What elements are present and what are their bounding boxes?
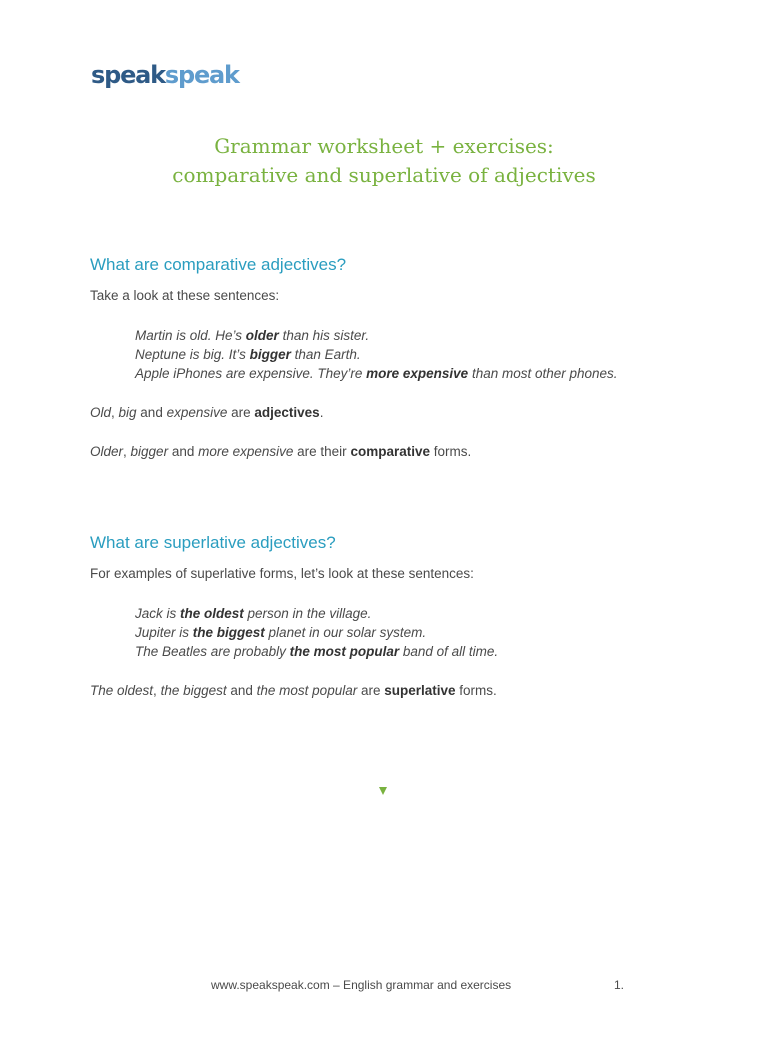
example-row [135, 345, 361, 365]
plain-text: and [136, 405, 167, 420]
bold-term: comparative [350, 444, 430, 459]
title-line1: Grammar worksheet + exercises: [214, 134, 554, 158]
plain-text: and [168, 444, 199, 459]
section2-heading: What are superlative adjectives? [90, 533, 336, 552]
italic-term: Old [90, 405, 112, 420]
down-triangle-icon [379, 787, 387, 795]
example-row [135, 623, 426, 643]
italic-term: the biggest [160, 683, 227, 698]
plain-text: and [226, 683, 257, 698]
page-number: 1. [614, 978, 625, 992]
italic-term: expensive [166, 405, 228, 420]
logo-part1: speak [91, 61, 165, 89]
comparative-line [90, 443, 471, 461]
example-bold: the most popular [289, 644, 400, 659]
example-text: than his sister. [278, 328, 370, 343]
section2-intro: For examples of superlative forms, let’s look at these sentences: [90, 566, 474, 581]
example-text: than most other phones. [468, 366, 618, 381]
plain-text: are their [293, 444, 351, 459]
example-text: band of all time. [399, 644, 499, 659]
page-title [0, 132, 768, 190]
example-text: Neptune is big. It’s [135, 347, 250, 362]
plain-text: are [227, 405, 255, 420]
example-row [135, 642, 498, 662]
example-row [135, 604, 371, 624]
example-text: Martin is old. He’s [135, 328, 246, 343]
title-line2: comparative and superlative of adjectives [172, 163, 596, 187]
example-bold: the biggest [192, 625, 265, 640]
example-text: planet in our solar system. [264, 625, 427, 640]
plain-text: , [153, 683, 161, 698]
example-row [135, 364, 618, 384]
superlative-line [90, 682, 497, 700]
example-row [135, 326, 369, 346]
section1-intro: Take a look at these sentences: [90, 288, 280, 303]
italic-term: bigger [130, 444, 169, 459]
example-bold: older [245, 328, 279, 343]
italic-term: Older [90, 444, 124, 459]
example-text: than Earth. [290, 347, 361, 362]
example-text: Jack is [135, 606, 181, 621]
bold-term: superlative [384, 683, 456, 698]
plain-text: are [357, 683, 385, 698]
plain-text: forms. [455, 683, 497, 698]
italic-term: big [118, 405, 137, 420]
plain-text: , [123, 444, 131, 459]
italic-term: more expensive [198, 444, 294, 459]
example-text: The Beatles are probably [135, 644, 290, 659]
plain-text: , [111, 405, 119, 420]
italic-term: the most popular [256, 683, 358, 698]
example-bold: the oldest [180, 606, 244, 621]
example-text: Apple iPhones are expensive. They’re [135, 366, 367, 381]
example-bold: more expensive [366, 366, 469, 381]
speakspeak-logo [91, 60, 239, 90]
bold-term: adjectives [254, 405, 320, 420]
adjectives-line [90, 404, 323, 422]
logo-part2: speak [164, 61, 239, 89]
plain-text: . [319, 405, 324, 420]
section1-heading: What are comparative adjectives? [90, 255, 347, 274]
plain-text: forms. [429, 444, 472, 459]
footer-text: www.speakspeak.com – English grammar and exercises [211, 978, 512, 992]
example-bold: bigger [249, 347, 291, 362]
italic-term: The oldest [90, 683, 154, 698]
example-text: person in the village. [243, 606, 372, 621]
example-text: Jupiter is [135, 625, 193, 640]
